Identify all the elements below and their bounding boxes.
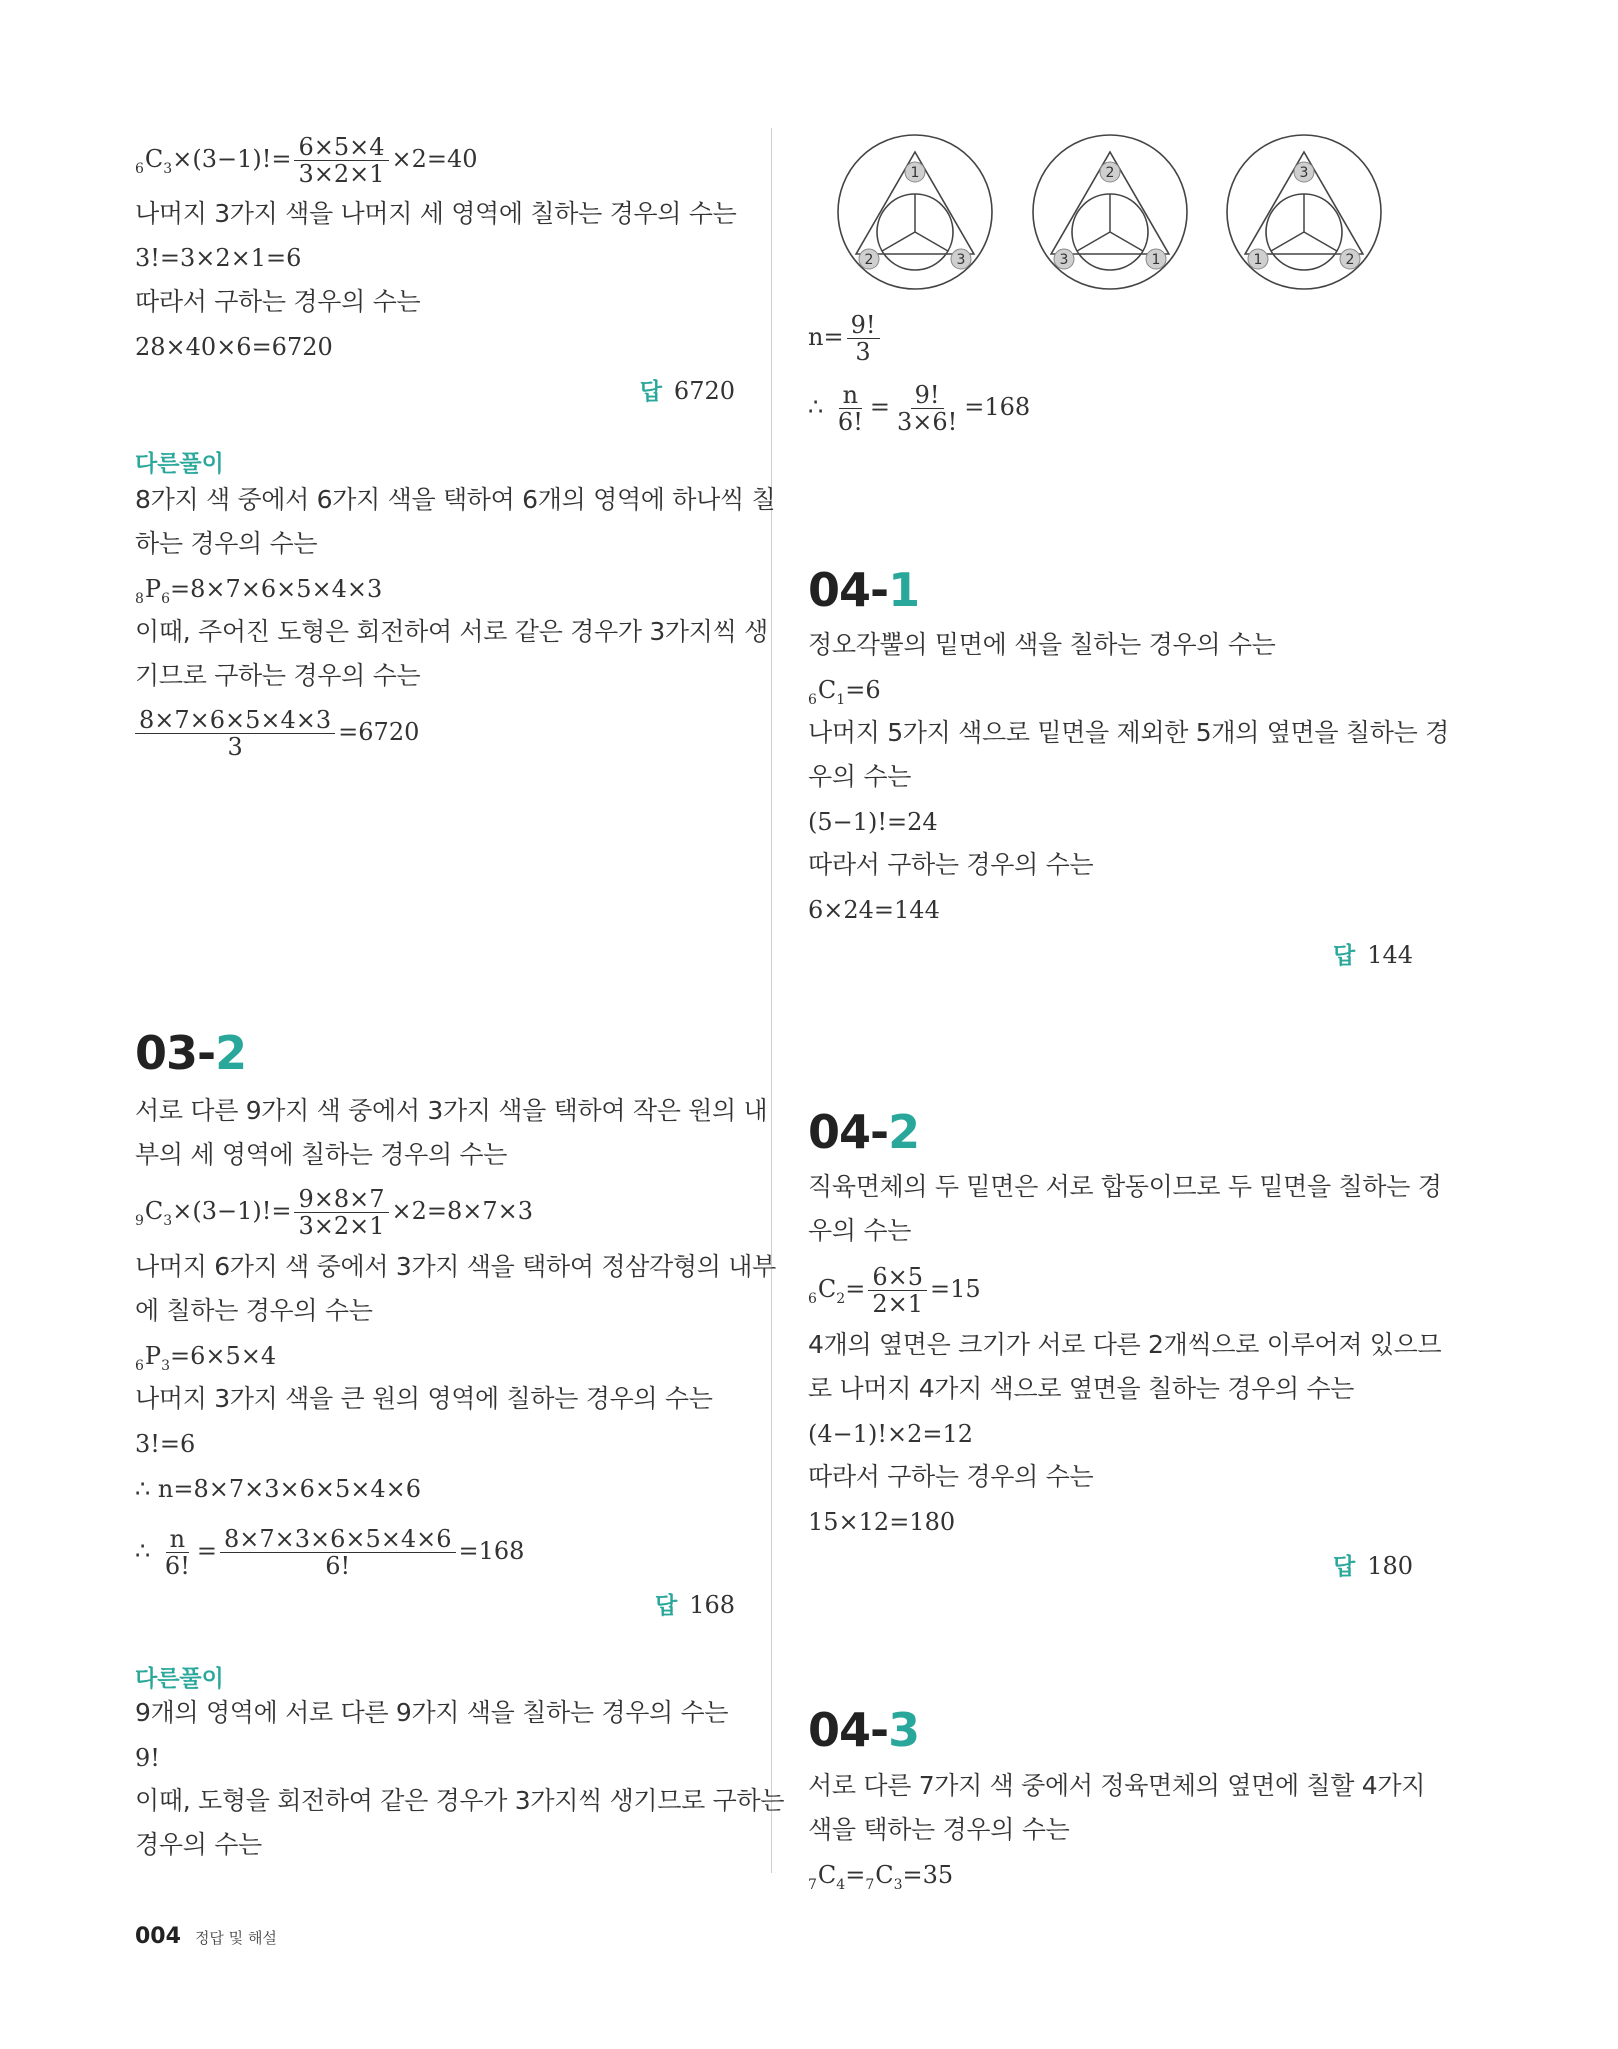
formula-text: C — [144, 145, 164, 173]
formula-line: 3!=3×2×1=6 — [135, 244, 302, 272]
footer-label: 정답 및 해설 — [194, 1929, 277, 1947]
formula-text: n= — [808, 323, 844, 351]
denominator: 3 — [227, 733, 243, 761]
formula-text: C — [817, 1275, 837, 1303]
formula-line: 3!=6 — [135, 1430, 196, 1458]
fraction — [161, 1526, 194, 1579]
number-label: 1 — [910, 165, 920, 181]
subscript: 4 — [836, 1877, 846, 1893]
rotation-figure — [1227, 135, 1381, 289]
answer-line — [640, 376, 735, 407]
numerator: 9! — [847, 312, 880, 339]
formula-line: ∴ $\frac{n}{6!}$ = $\frac{9!}{3\times 6!}$ =168 — [808, 381, 1031, 436]
formula-line: $_6C_2=$ $\frac{6\times 5}{2\times 1}$ =15 — [808, 1263, 981, 1318]
numerator: n — [839, 382, 862, 409]
divider-line — [915, 232, 948, 251]
subscript: 3 — [163, 1213, 173, 1229]
text-line: 우의 수는 — [808, 762, 912, 791]
number-label: 1 — [1151, 252, 1161, 268]
rotation-figures — [808, 120, 1413, 300]
heading-number: 04- — [808, 1703, 889, 1757]
formula-text: C — [144, 1197, 164, 1225]
numerator: 9! — [911, 382, 944, 409]
text-line: 따라서 구하는 경우의 수는 — [135, 287, 421, 316]
fraction — [834, 382, 867, 435]
number-label: 3 — [1059, 252, 1069, 268]
heading-number: 04- — [808, 563, 889, 617]
section-heading-04-2 — [808, 1107, 919, 1157]
subscript: 3 — [161, 1358, 170, 1374]
answer-tag: 답 — [654, 1593, 678, 1619]
text-line: 서로 다른 9가지 색 중에서 3가지 색을 택하여 작은 원의 내 — [135, 1096, 768, 1125]
answer-line — [1333, 940, 1413, 971]
formula-line — [135, 574, 382, 614]
answer-value: 6720 — [673, 377, 735, 405]
denominator: 3×2×1 — [298, 160, 385, 188]
number-label: 3 — [1299, 165, 1309, 181]
heading-subnumber: 3 — [888, 1703, 920, 1757]
numerator: n — [166, 1526, 189, 1553]
answer-tag: 답 — [1332, 943, 1356, 969]
formula-text: =15 — [929, 1275, 981, 1303]
divider-line — [1077, 232, 1110, 251]
formula-text: =6 — [845, 676, 881, 704]
formula-text: P — [144, 1342, 162, 1370]
text-line: 직육면체의 두 밑면은 서로 합동이므로 두 밑면을 칠하는 경 — [808, 1172, 1442, 1201]
formula-line — [808, 675, 881, 715]
heading-number: 04- — [808, 1105, 889, 1159]
rotation-figure — [838, 135, 992, 289]
subscript: 2 — [836, 1291, 846, 1307]
formula-line: 6×24=144 — [808, 896, 940, 924]
subscript: 6 — [808, 1291, 817, 1307]
numerator: 8×7×3×6×5×4×6 — [220, 1526, 456, 1553]
formula-line: 9! — [135, 1744, 160, 1772]
fraction — [294, 134, 388, 187]
numerator: 6×5×4 — [294, 134, 388, 161]
formula-text: =35 — [902, 1861, 954, 1889]
formula-line: ∴ n=8×7×3×6×5×4×6 — [135, 1475, 422, 1503]
formula-line — [135, 134, 478, 187]
subscript: 8 — [135, 591, 144, 607]
column-divider — [771, 128, 772, 1873]
formula-text: =168 — [458, 1537, 525, 1565]
therefore-symbol: ∴ — [135, 1537, 151, 1565]
subscript: 6 — [161, 591, 170, 607]
fraction — [868, 1264, 927, 1317]
formula-text: C — [875, 1861, 894, 1889]
formula-line — [808, 312, 883, 365]
text-line: 따라서 구하는 경우의 수는 — [808, 850, 1094, 879]
denominator: 3×6! — [896, 408, 958, 436]
text-line: 나머지 3가지 색을 큰 원의 영역에 칠하는 경우의 수는 — [135, 1384, 713, 1413]
formula-text: =8×7×6×5×4×3 — [170, 575, 383, 603]
fraction — [135, 707, 335, 760]
formula-line — [808, 1860, 953, 1900]
formula-line: 28×40×6=6720 — [135, 333, 333, 361]
alt-solution-label: 다른풀이 — [135, 451, 224, 477]
formula-text: P — [144, 575, 162, 603]
text-line: 이때, 주어진 도형은 회전하여 서로 같은 경우가 3가지씩 생 — [135, 617, 768, 646]
formula-text: = — [845, 1861, 866, 1889]
formula-text: ×(3−1)!= — [172, 145, 292, 173]
therefore-symbol: ∴ — [808, 393, 824, 421]
text-line: 따라서 구하는 경우의 수는 — [808, 1462, 1094, 1491]
number-label: 2 — [1105, 165, 1115, 181]
formula-text: ×2=40 — [391, 145, 478, 173]
text-line: 정오각뿔의 밑면에 색을 칠하는 경우의 수는 — [808, 630, 1276, 659]
fraction — [220, 1526, 456, 1579]
text-line: 이때, 도형을 회전하여 같은 경우가 3가지씩 생기므로 구하는 — [135, 1786, 785, 1815]
subscript: 3 — [163, 161, 173, 177]
text-line: 색을 택하는 경우의 수는 — [808, 1815, 1070, 1844]
formula-text: ×(3−1)!= — [172, 1197, 292, 1225]
text-line: 8가지 색 중에서 6가지 색을 택하여 6개의 영역에 하나씩 칠 — [135, 485, 776, 514]
numerator: 9×8×7 — [294, 1186, 388, 1213]
page-number: 004 — [135, 1924, 181, 1949]
formula-line: 15×12=180 — [808, 1508, 956, 1536]
formula-text: =168 — [964, 393, 1031, 421]
denominator: 6! — [164, 1552, 190, 1580]
text-line: 9개의 영역에 서로 다른 9가지 색을 칠하는 경우의 수는 — [135, 1698, 729, 1727]
denominator: 3 — [855, 338, 871, 366]
divider-line — [1271, 232, 1304, 251]
text-line: 경우의 수는 — [135, 1830, 262, 1859]
text-line: 부의 세 영역에 칠하는 경우의 수는 — [135, 1140, 508, 1169]
denominator: 3×2×1 — [298, 1212, 385, 1240]
formula-text: C — [817, 1861, 837, 1889]
section-heading-03-2 — [135, 1028, 246, 1078]
subscript: 6 — [808, 692, 817, 708]
formula-line: ∴ $\frac{n}{6!}$ = $\frac{8\times 7\times 3\times 6\times 5\times 4\times 6}{6!}$ =168 — [135, 1525, 525, 1580]
subscript: 7 — [865, 1877, 875, 1893]
denominator: 6! — [325, 1552, 351, 1580]
fraction — [294, 1186, 388, 1239]
heading-subnumber: 2 — [215, 1026, 247, 1080]
subscript: 9 — [135, 1213, 144, 1229]
denominator: 6! — [837, 408, 863, 436]
subscript: 1 — [836, 692, 846, 708]
heading-number: 03- — [135, 1026, 216, 1080]
answer-value: 180 — [1367, 1552, 1413, 1580]
formula-text: =6720 — [338, 718, 420, 746]
number-label: 1 — [1253, 252, 1263, 268]
divider-line — [1110, 232, 1143, 251]
denominator: 2×1 — [872, 1290, 923, 1318]
heading-subnumber: 2 — [888, 1105, 920, 1159]
answer-value: 168 — [689, 1591, 735, 1619]
subscript: 6 — [135, 161, 144, 177]
section-heading-04-1 — [808, 565, 919, 615]
formula-text: =6×5×4 — [170, 1342, 277, 1370]
page-footer — [135, 1924, 277, 1949]
text-line: 나머지 5가지 색으로 밑면을 제외한 5개의 옆면을 칠하는 경 — [808, 718, 1449, 747]
section-heading-04-3 — [808, 1705, 919, 1755]
numerator: 8×7×6×5×4×3 — [135, 707, 335, 734]
fraction — [893, 382, 961, 435]
formula-line — [135, 1186, 533, 1239]
answer-line — [655, 1590, 735, 1621]
text-line: 로 나머지 4가지 색으로 옆면을 칠하는 경우의 수는 — [808, 1374, 1355, 1403]
text-line: 나머지 3가지 색을 나머지 세 영역에 칠하는 경우의 수는 — [135, 199, 737, 228]
formula-text: ×2=8×7×3 — [391, 1197, 534, 1225]
divider-line — [882, 232, 915, 251]
subscript: 7 — [808, 1877, 817, 1893]
text-line: 서로 다른 7가지 색 중에서 정육면체의 옆면에 칠할 4가지 — [808, 1771, 1426, 1800]
formula-line — [135, 1341, 276, 1381]
formula-line — [135, 707, 419, 760]
text-line: 나머지 6가지 색 중에서 3가지 색을 택하여 정삼각형의 내부 — [135, 1252, 776, 1281]
answer-tag: 답 — [1332, 1554, 1356, 1580]
heading-subnumber: 1 — [888, 563, 920, 617]
number-label: 2 — [1345, 252, 1355, 268]
number-label: 2 — [864, 252, 874, 268]
formula-line: (4−1)!×2=12 — [808, 1420, 974, 1448]
subscript: 3 — [893, 1877, 903, 1893]
text-line: 기므로 구하는 경우의 수는 — [135, 661, 421, 690]
subscript: 6 — [135, 1358, 144, 1374]
number-label: 3 — [956, 252, 966, 268]
fraction — [847, 312, 880, 365]
text-line: 에 칠하는 경우의 수는 — [135, 1296, 373, 1325]
divider-line — [1304, 232, 1337, 251]
text-line: 하는 경우의 수는 — [135, 529, 318, 558]
text-line: 우의 수는 — [808, 1216, 912, 1245]
formula-text: C — [817, 676, 837, 704]
answer-line — [1333, 1551, 1413, 1582]
numerator: 6×5 — [868, 1264, 927, 1291]
text-line: 4개의 옆면은 크기가 서로 다른 2개씩으로 이루어져 있으므 — [808, 1330, 1442, 1359]
alt-solution-label: 다른풀이 — [135, 1666, 224, 1692]
answer-value: 144 — [1367, 941, 1413, 969]
rotation-figure — [1033, 135, 1187, 289]
answer-tag: 답 — [639, 379, 662, 405]
formula-line: (5−1)!=24 — [808, 808, 938, 836]
